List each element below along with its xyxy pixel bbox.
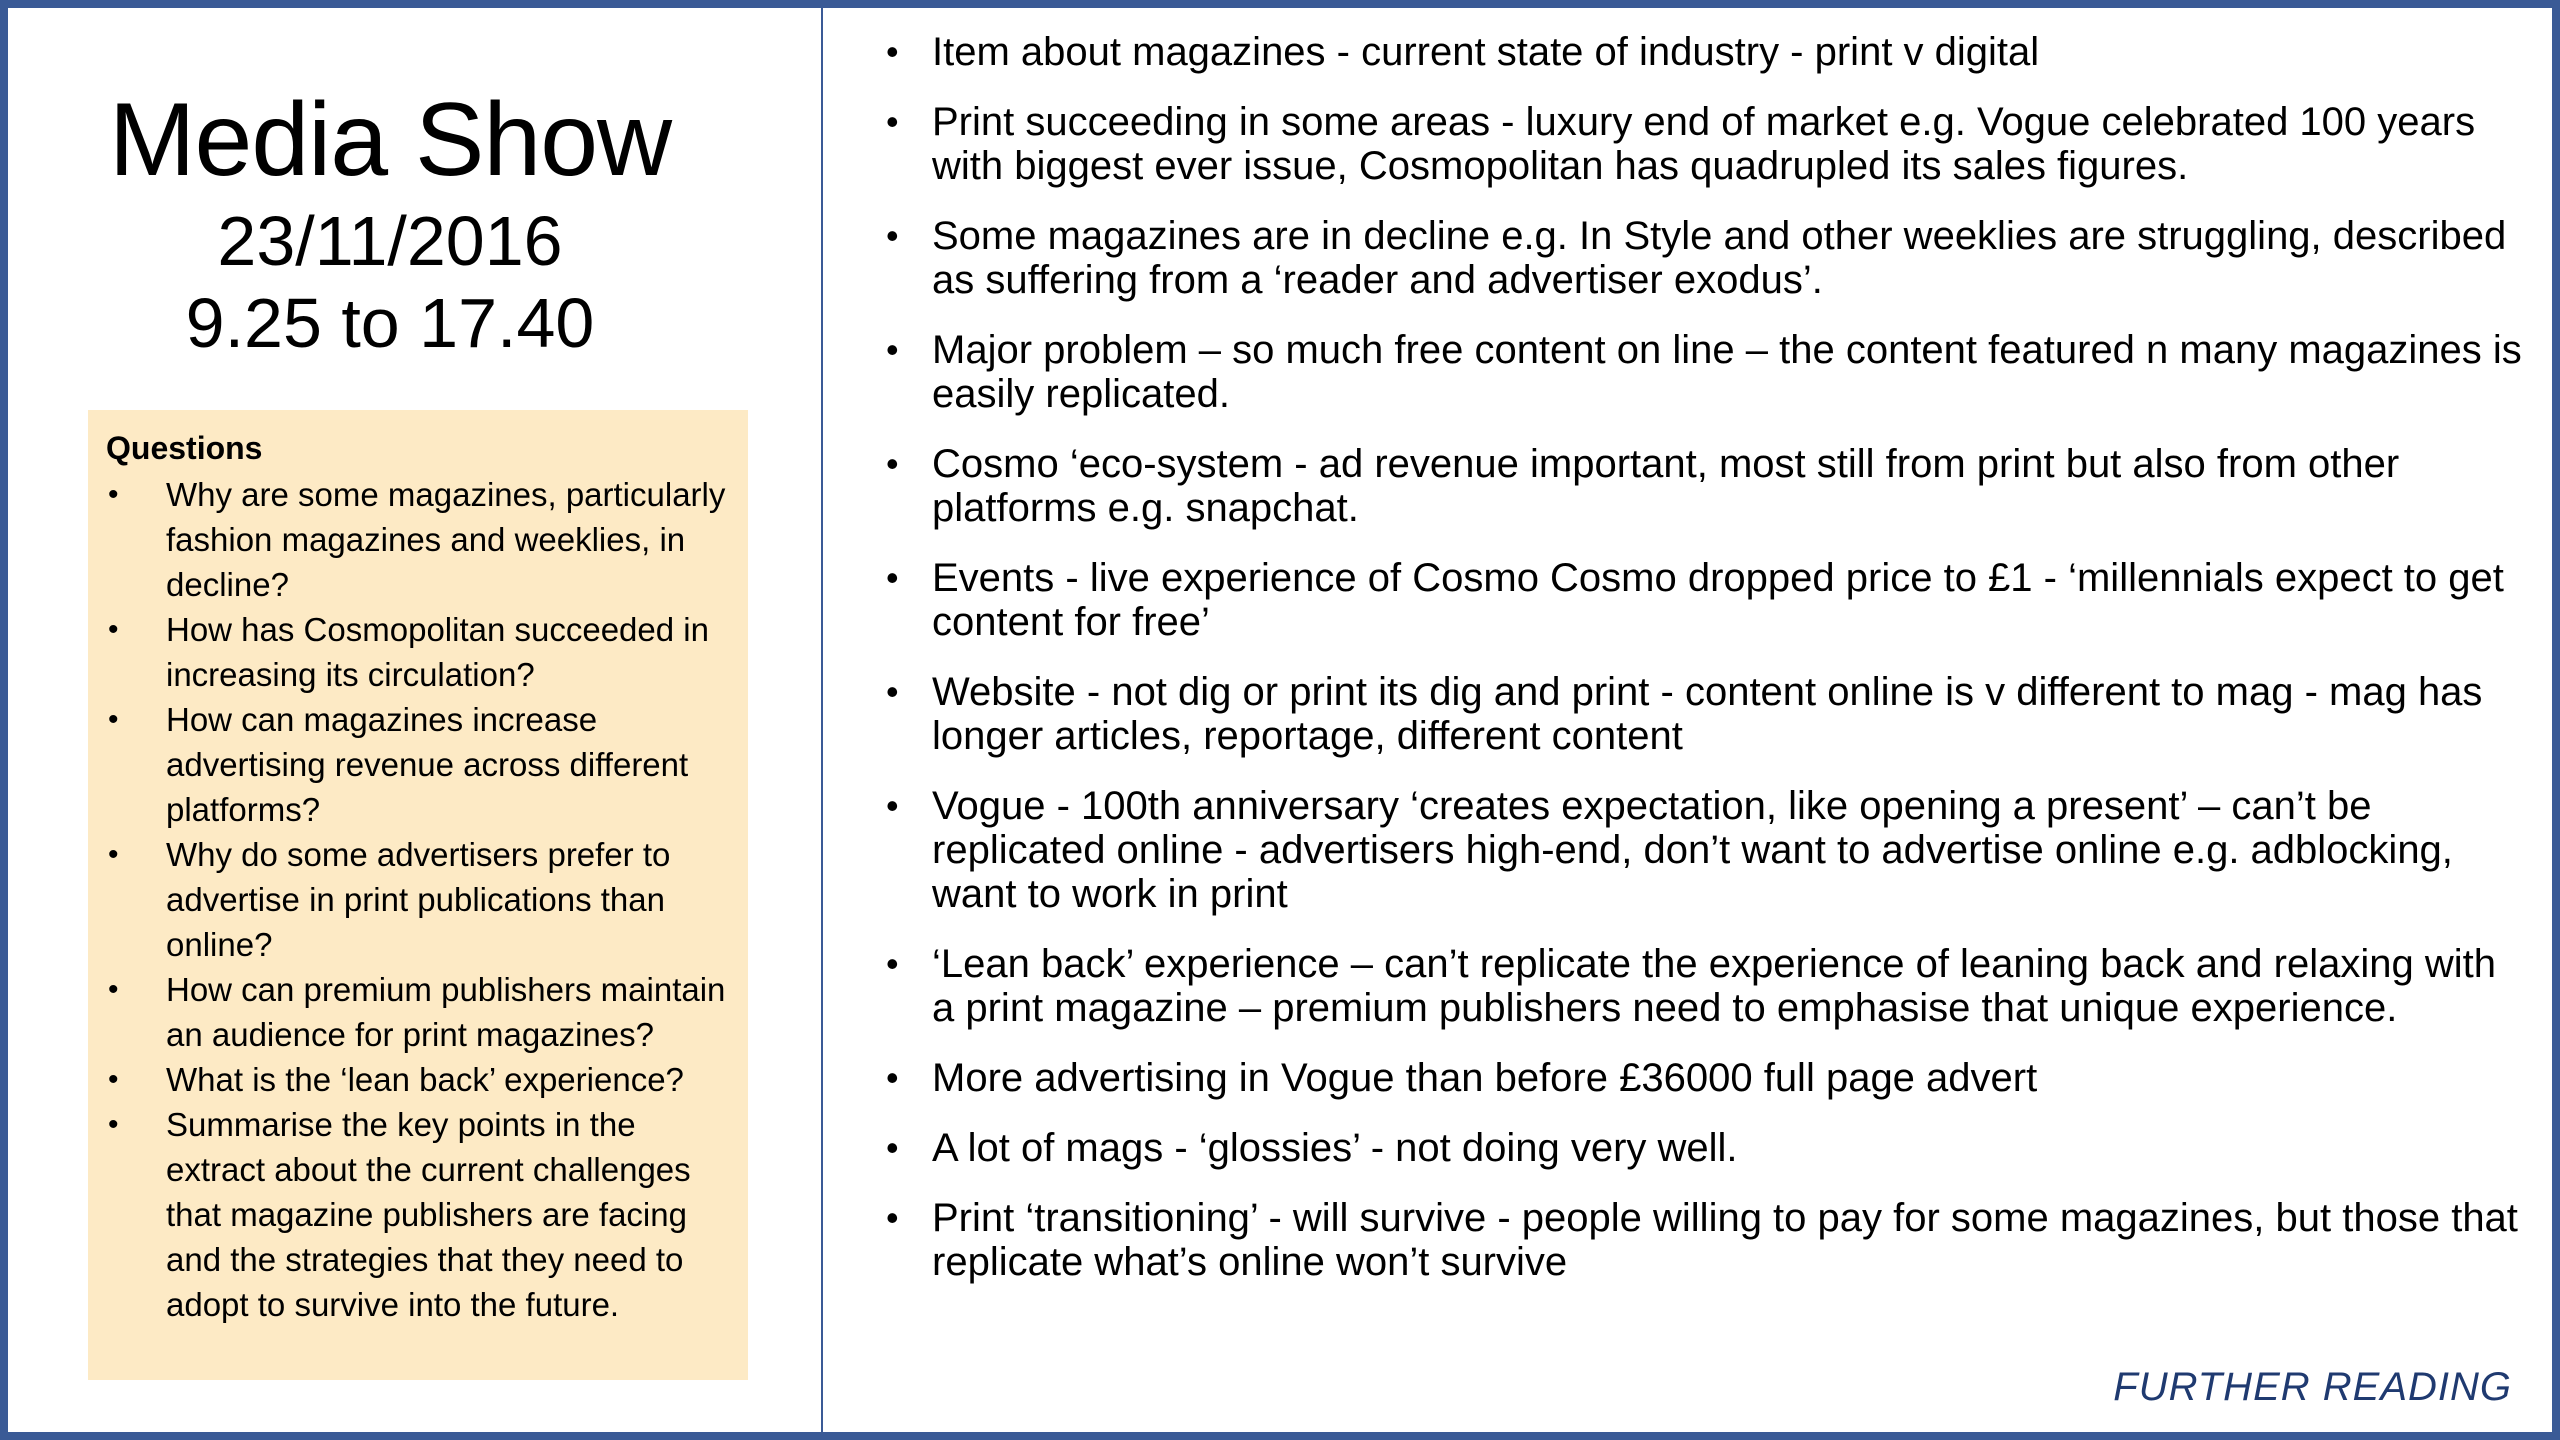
note-item [876,328,2526,416]
notes-panel [876,30,2526,1310]
note-text: ‘Lean back’ experience – can’t replicate the experience of leaning back and relaxing with a print magazine – premium publishers need to emphasise that unique experience. [932,942,2496,1030]
question-text: What is the ‘lean back’ experience? [166,1061,684,1098]
note-text: Events - live experience of Cosmo Cosmo dropped price to £1 - ‘millennials expect to get content for free’ [932,556,2504,644]
questions-panel [88,410,748,1380]
bullet-icon: • [886,329,899,370]
note-item [876,942,2526,1030]
note-item [876,1056,2526,1100]
bullet-icon: • [886,671,899,712]
question-item [106,1102,730,1327]
bullet-icon: • [108,1108,119,1141]
note-item [876,784,2526,916]
question-item [106,607,730,697]
bullet-icon: • [886,1197,899,1238]
bullet-icon: • [886,215,899,256]
bullet-icon: • [108,973,119,1006]
bullet-icon: • [886,1057,899,1098]
note-text: Print succeeding in some areas - luxury end of market e.g. Vogue celebrated 100 years with biggest ever issue, Cosmopolitan has quadrupled its sales figures. [932,100,2476,188]
bullet-icon: • [108,613,119,646]
question-text: How can magazines increase advertising revenue across different platforms? [166,701,689,828]
note-text: A lot of mags - ‘glossies’ - not doing very well. [932,1126,1738,1170]
note-text: Item about magazines - current state of industry - print v digital [932,30,2040,74]
bullet-icon: • [886,785,899,826]
question-item [106,697,730,832]
note-text: Website - not dig or print its dig and print - content online is v different to mag - mag has longer articles, reportage, different content [932,670,2483,758]
bullet-icon: • [108,1063,119,1096]
question-item [106,472,730,607]
notes-list [876,30,2526,1284]
bullet-icon: • [108,703,119,736]
further-reading-link[interactable]: FURTHER READING [2113,1365,2512,1409]
bullet-icon: • [886,943,899,984]
column-divider [821,8,823,1432]
note-text: Some magazines are in decline e.g. In Style and other weeklies are struggling, described as suffering from a ‘reader and advertiser exodus’. [932,214,2507,302]
note-text: Cosmo ‘eco-system - ad revenue important, most still from print but also from other platforms e.g. snapchat. [932,442,2400,530]
question-item [106,832,730,967]
title-block [60,80,720,364]
bullet-icon: • [886,31,899,72]
bullet-icon: • [108,838,119,871]
question-text: How has Cosmopolitan succeeded in increasing its circulation? [166,611,709,693]
question-item [106,1057,730,1102]
note-text: More advertising in Vogue than before £36000 full page advert [932,1056,2038,1100]
show-date: 23/11/2016 [217,202,563,280]
question-text: Why are some magazines, particularly fashion magazines and weeklies, in decline? [166,476,726,603]
note-item [876,1126,2526,1170]
page-title: Media Show [108,82,672,198]
questions-heading: Questions [106,430,263,466]
note-item [876,1196,2526,1284]
bullet-icon: • [886,101,899,142]
note-text: Major problem – so much free content on line – the content featured n many magazines is easily replicated. [932,328,2522,416]
show-time: 9.25 to 17.40 [185,284,595,362]
questions-list [106,472,730,1327]
note-item [876,556,2526,644]
note-text: Print ‘transitioning’ - will survive - people willing to pay for some magazines, but those that replicate what’s online won’t survive [932,1196,2518,1284]
bullet-icon: • [886,557,899,598]
question-text: Why do some advertisers prefer to advertise in print publications than online? [166,836,671,963]
note-item [876,100,2526,188]
bullet-icon: • [108,478,119,511]
bullet-icon: • [886,443,899,484]
note-item [876,214,2526,302]
bullet-icon: • [886,1127,899,1168]
note-text: Vogue - 100th anniversary ‘creates expectation, like opening a present’ – can’t be replicated online - advertisers high-end, don’t want to advertise online e.g. adblocking, want to work in print [932,784,2453,916]
question-text: How can premium publishers maintain an audience for print magazines? [166,971,726,1053]
note-item [876,442,2526,530]
note-item [876,670,2526,758]
question-text: Summarise the key points in the extract about the current challenges that magazine publishers are facing and the strategies that they need to adopt to survive into the future. [166,1106,691,1323]
question-item [106,967,730,1057]
note-item [876,30,2526,74]
